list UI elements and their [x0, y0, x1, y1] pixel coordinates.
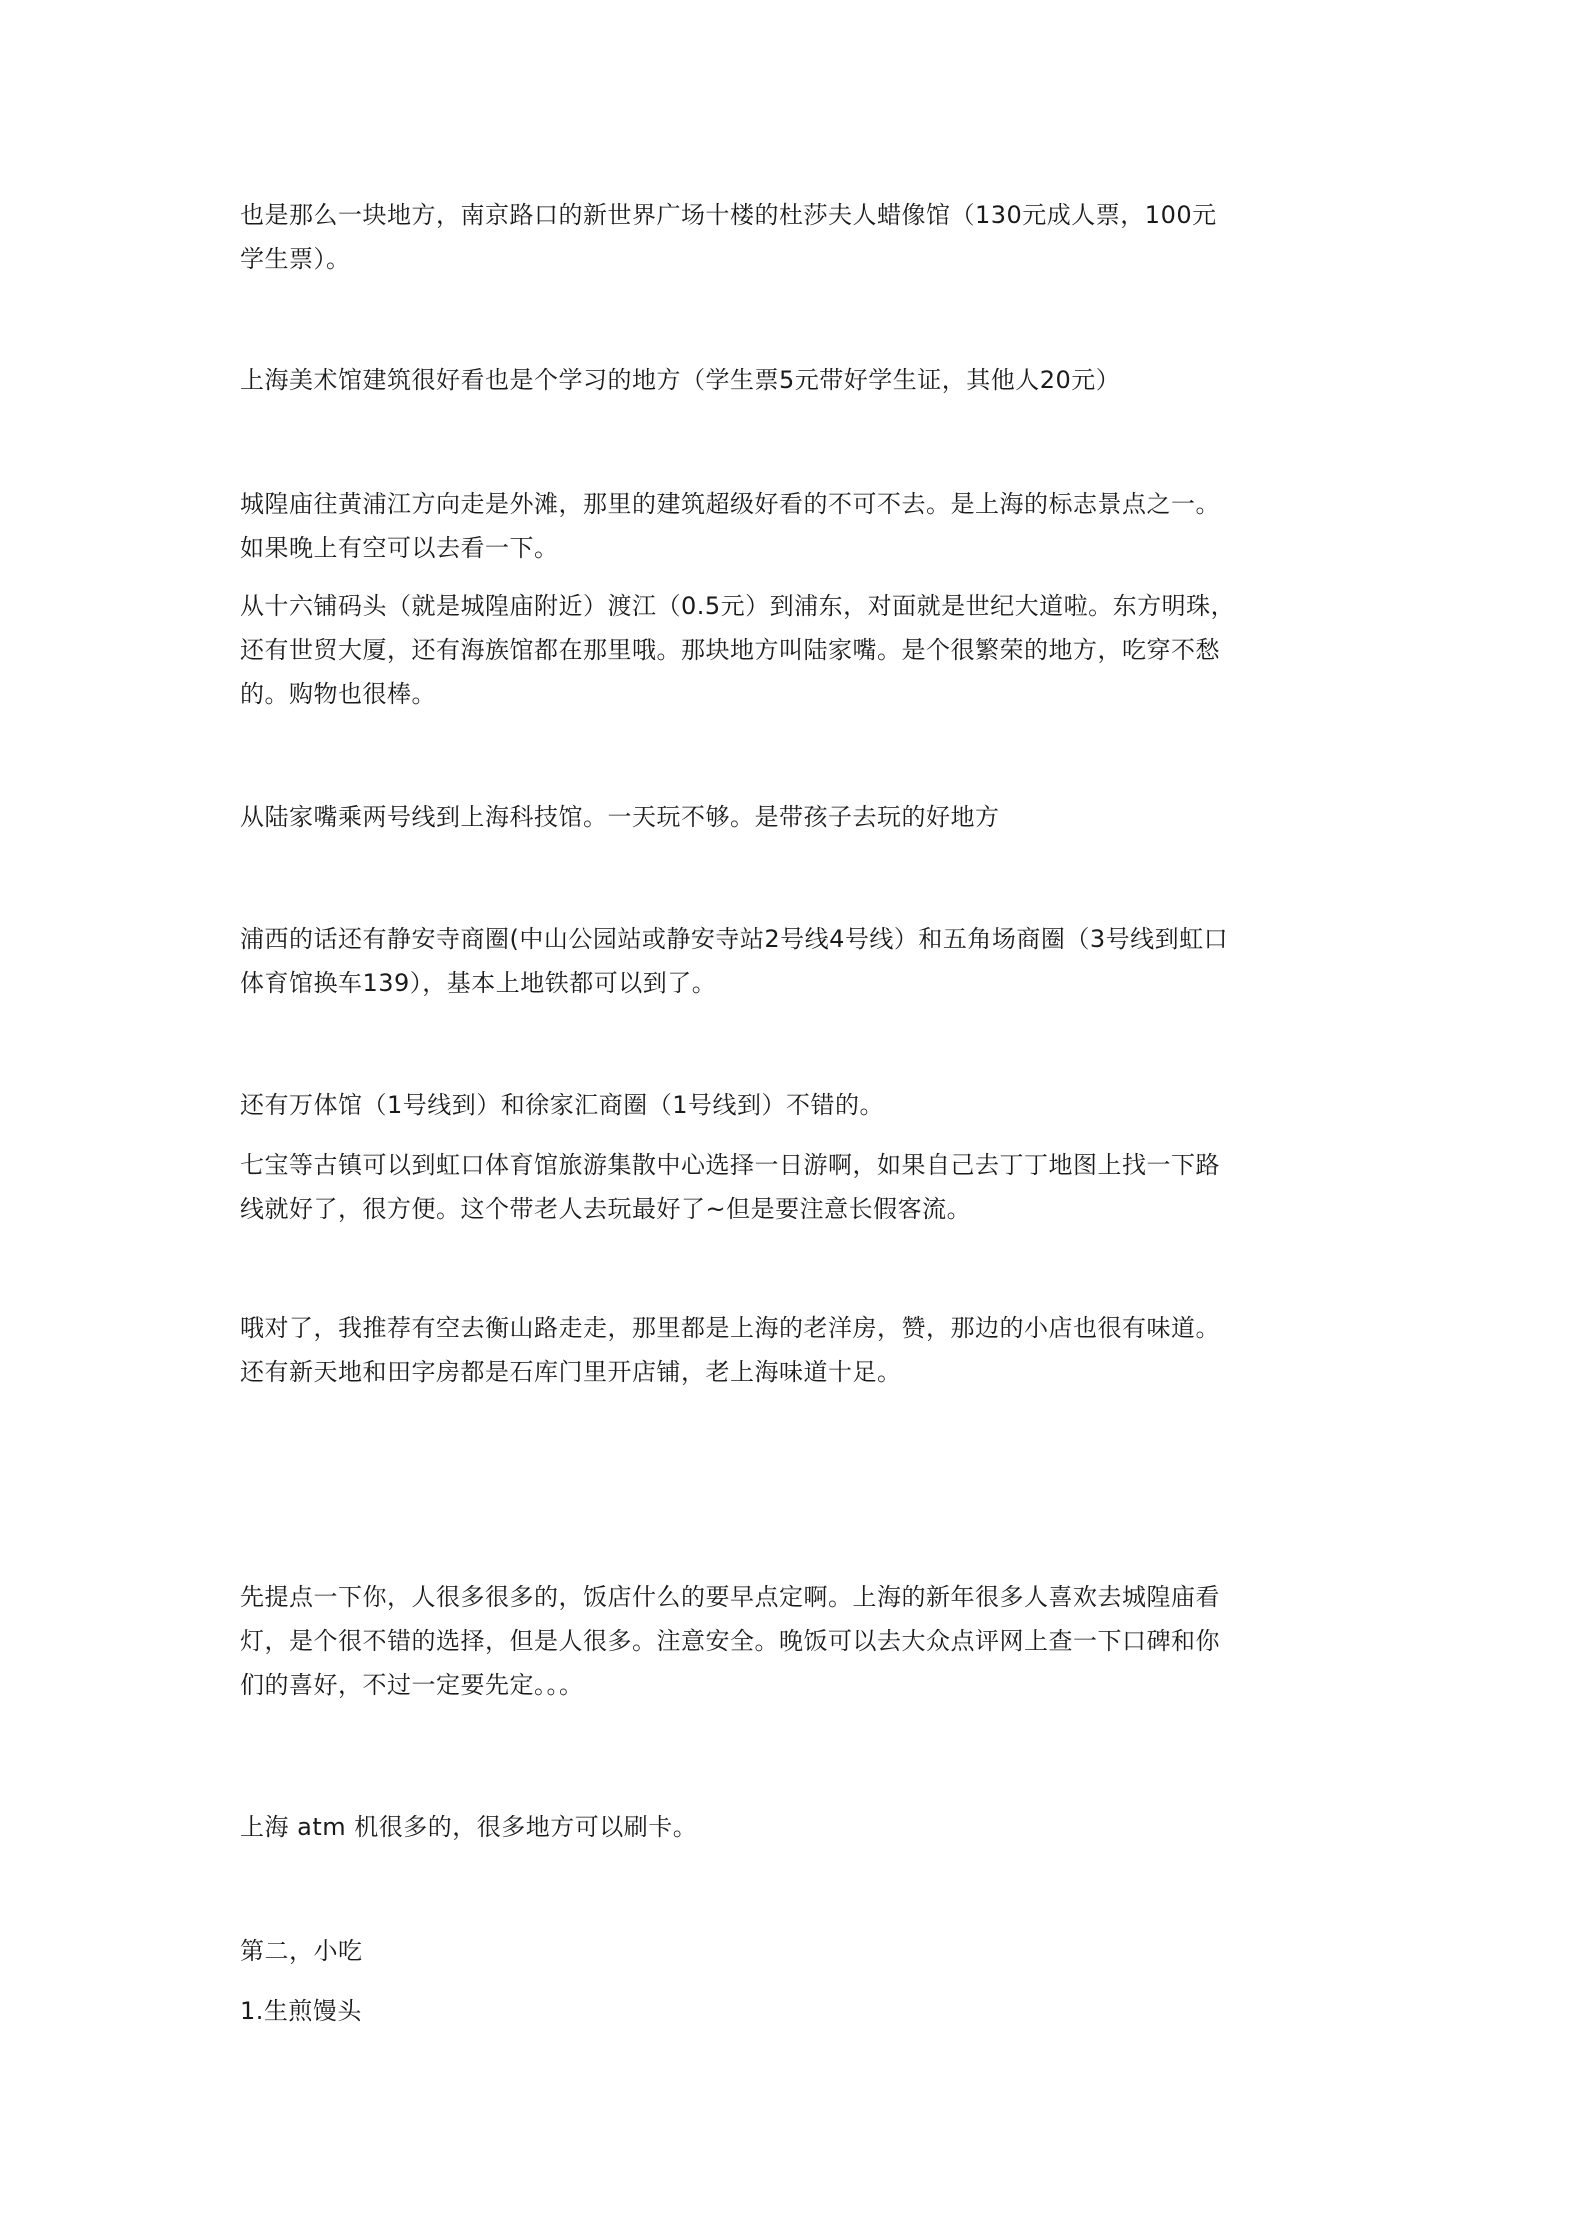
paragraph-lujiazui: 从十六铺码头（就是城隍庙附近）渡江（0.5元）到浦东，对面就是世纪大道啦。东方明珠， 还有世贸大厦，还有海族馆都在那里哦。那块地方叫陆家嘴。是个很繁荣的地方，吃穿不愁 的。购物也很棒。	[240, 592, 1236, 708]
list-item-shengjian: 1.生煎馒头	[240, 1997, 362, 2025]
paragraph-stadium-xujiahui: 还有万体馆（1号线到）和徐家汇商圈（1号线到）不错的。	[240, 1091, 885, 1119]
section-heading-snacks: 第二，小吃	[240, 1937, 363, 1965]
paragraph-new-year-tips: 先提点一下你，人很多很多的，饭店什么的要早点定啊。上海的新年很多人喜欢去城隍庙看 灯，是个很不错的选择，但是人很多。注意安全。晚饭可以去大众点评网上查一下口碑和你 们的喜好，不过一定要先定。。。	[240, 1583, 1220, 1699]
paragraph-science-museum: 从陆家嘴乘两号线到上海科技馆。一天玩不够。是带孩子去玩的好地方	[240, 803, 1000, 831]
paragraph-ancient-towns: 七宝等古镇可以到虹口体育馆旅游集散中心选择一日游啊，如果自己去丁丁地图上找一下路 线就好了，很方便。这个带老人去玩最好了~但是要注意长假客流。	[240, 1151, 1220, 1223]
paragraph-hengshan-road: 哦对了，我推荐有空去衡山路走走，那里都是上海的老洋房，赞，那边的小店也很有味道。 还有新天地和田字房都是石库门里开店铺，老上海味道十足。	[240, 1314, 1220, 1386]
paragraph-madame-tussauds: 也是那么一块地方，南京路口的新世界广场十楼的杜莎夫人蜡像馆（130元成人票，100元 学生票）。	[240, 201, 1217, 273]
paragraph-art-museum: 上海美术馆建筑很好看也是个学习的地方（学生票5元带好学生证，其他人20元）	[240, 366, 1121, 394]
paragraph-the-bund: 城隍庙往黄浦江方向走是外滩，那里的建筑超级好看的不可不去。是上海的标志景点之一。 如果晚上有空可以去看一下。	[240, 490, 1220, 562]
paragraph-puxi-shopping: 浦西的话还有静安寺商圈(中山公园站或静安寺站2号线4号线）和五角场商圈（3号线到虹口 体育馆换车139），基本上地铁都可以到了。	[240, 925, 1229, 997]
paragraph-atm: 上海 atm 机很多的，很多地方可以刷卡。	[240, 1813, 698, 1841]
